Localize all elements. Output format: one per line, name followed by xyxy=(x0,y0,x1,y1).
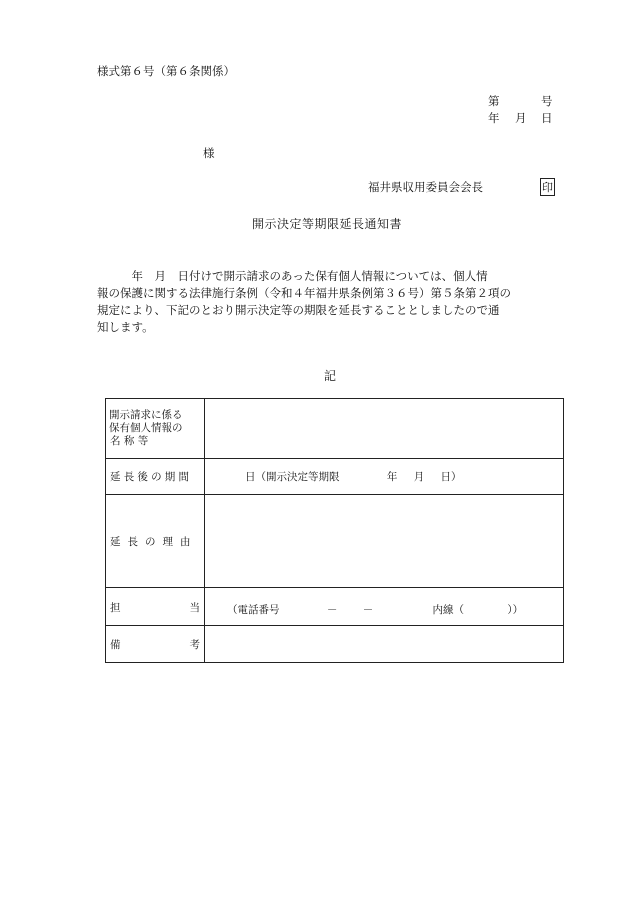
row-label-reason: 延長の理由 xyxy=(106,495,205,588)
table-row xyxy=(106,399,564,459)
seal-stamp: 印 xyxy=(540,178,555,196)
period-end: 日） xyxy=(440,471,462,483)
label-line xyxy=(106,600,204,615)
label-line xyxy=(106,637,204,652)
period-day: 日（開示決定等期限 xyxy=(245,471,340,483)
label-char: 当 xyxy=(189,602,200,614)
sender-name: 福井県収用委員会会長 xyxy=(368,180,483,194)
body-line-4: 知します。 xyxy=(97,320,154,334)
period-month: 月 xyxy=(413,471,425,483)
date-year: 年 xyxy=(488,111,500,125)
label-char: 等 xyxy=(137,435,149,447)
table-row xyxy=(106,459,564,495)
info-name-field[interactable] xyxy=(205,399,564,459)
ki-heading: 記 xyxy=(324,369,337,383)
table-row xyxy=(106,495,564,588)
document-title: 開示決定等期限延長通知書 xyxy=(252,217,403,231)
contact-field[interactable] xyxy=(205,588,564,626)
label-char: 名 xyxy=(110,435,121,447)
row-label-contact xyxy=(106,588,205,626)
phone-dash-1: － xyxy=(326,604,338,616)
label-char: 考 xyxy=(189,638,200,651)
table-row xyxy=(106,626,564,663)
extension-label: 内線（ xyxy=(432,604,465,616)
body-line-1: 年 月 日付けで開示請求のあった保有個人情報については、個人情 xyxy=(97,269,488,283)
label-line: 保有個人情報の xyxy=(109,422,183,434)
period-year: 年 xyxy=(386,471,398,483)
body-line-2: 報の保護に関する法律施行条例（令和４年福井県条例第３６号）第５条第２項の xyxy=(97,286,511,300)
period-field[interactable] xyxy=(205,459,564,495)
number-dai: 第 xyxy=(488,94,500,108)
row-label-period: 延長後の期間 xyxy=(106,459,205,495)
extension-end: ）） xyxy=(507,604,524,616)
reason-field[interactable] xyxy=(205,495,564,588)
label-char: 称 xyxy=(123,435,135,447)
form-number: 様式第６号（第６条関係） xyxy=(97,64,235,78)
row-label-remarks xyxy=(106,626,205,663)
label-char: 備 xyxy=(110,638,121,651)
table-row xyxy=(106,588,564,626)
addressee-suffix: 様 xyxy=(203,146,215,160)
date-month: 月 xyxy=(515,111,527,125)
phone-label: （電話番号 xyxy=(227,604,280,616)
body-line-3: 規定により、下記のとおり開示決定等の期限を延長することとしましたので通 xyxy=(97,303,500,317)
label-char: 担 xyxy=(110,602,121,614)
number-go: 号 xyxy=(541,94,553,108)
row-label-info-name xyxy=(106,399,205,459)
label-line: 開示請求に係る xyxy=(109,409,183,421)
body-paragraph xyxy=(97,268,565,336)
label-line xyxy=(109,435,201,448)
date-day: 日 xyxy=(541,111,553,125)
notice-table xyxy=(105,398,564,663)
phone-dash-2: － xyxy=(362,604,374,616)
remarks-field[interactable] xyxy=(205,626,564,663)
